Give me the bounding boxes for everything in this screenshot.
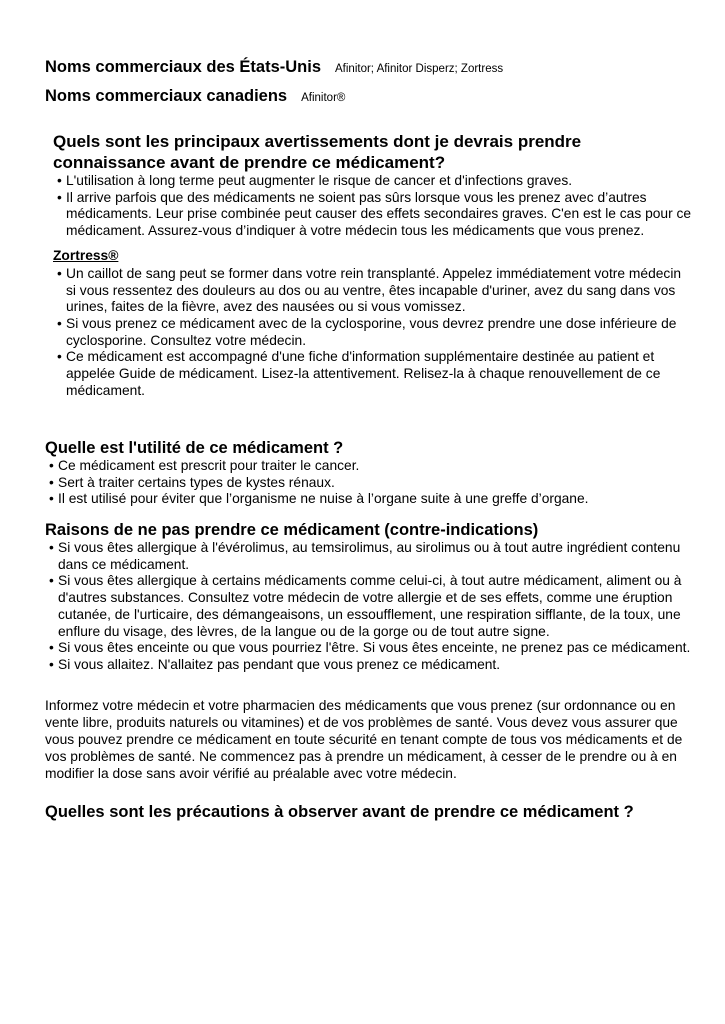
medication-info-paragraph-block [45,698,700,783]
warnings-list [53,173,693,240]
medication-info-paragraph: Informez votre médecin et votre pharmacien des médicaments que vous prenez (sur ordonnance ou en vente libre, produits naturels ou vitamines) et de vos problèmes de santé. Vous devez vous assurer que vous pouvez prendre ce médicament en toute sécurité en tenant compte de tous vos médicaments et de vos problèmes de santé. Ne commencez pas à prendre un médicament, à cesser de le prendre ou à en modifier la dose sans avoir vérifié au préalable avec votre médecin. [45,698,683,781]
list-item: • Si vous êtes enceinte ou que vous pourriez l'être. Si vous êtes enceinte, ne prenez pas ce médicament. [45,640,700,657]
warnings-heading: Quels sont les principaux avertissements dont je devrais prendre connaissance avant de prendre ce médicament? [53,132,582,172]
list-item: • Si vous êtes allergique à l'évérolimus, au temsirolimus, au sirolimus ou à tout autre ingrédient contenu dans ce médicament. [45,540,700,573]
contraindications-list [45,540,700,674]
list-item: • Ce médicament est accompagné d'une fiche d'information supplémentaire destinée au patient et appelée Guide de médicament. Lisez-la attentivement. Relisez-la à chaque renouvellement de ce médicament. [53,349,693,399]
list-item: • Si vous allaitez. N'allaitez pas pendant que vous prenez ce médicament. [45,657,700,674]
list-item: • Si vous prenez ce médicament avec de la cyclosporine, vous devrez prendre une dose inférieure de cyclosporine. Consultez votre médecin. [53,316,693,349]
contraindications-section [45,520,700,674]
list-item: • Il est utilisé pour éviter que l’organisme ne nuise à l’organe suite à une greffe d’organe. [45,491,700,508]
precautions-section [45,802,700,822]
zortress-subheading: Zortress® [53,247,119,263]
usage-list [45,458,700,508]
list-item: • Il arrive parfois que des médicaments ne soient pas sûrs lorsque vous les prenez avec d’autres médicaments. Leur prise combinée peut causer des effets secondaires graves. C'en est le cas pour ce médicament. Assurez-vous d’indiquer à votre médecin tous les médicaments que vous prenez. [53,190,693,240]
list-item: • Si vous êtes allergique à certains médicaments comme celui-ci, à tout autre médicament, aliment ou à d'autres substances. Consultez votre médecin de votre allergie et de ses effets, comme une éruption cutanée, de l'urticaire, des démangeaisons, un essoufflement, une respiration sifflante, de la toux, une enflure du visage, des lèvres, de la langue ou de la gorge ou de tout autre signe. [45,573,700,640]
ca-brand-label: Noms commerciaux canadiens [45,87,288,105]
list-item: • Un caillot de sang peut se former dans votre rein transplanté. Appelez immédiatement votre médecin si vous ressentez des douleurs au dos ou au ventre, êtes incapable d'uriner, avez du sang dans vos urines, faites de la fièvre, avez des nausées ou si vous vomissez. [53,266,693,316]
ca-brand-names [45,87,345,106]
usage-section [45,438,700,508]
contraindications-heading: Raisons de ne pas prendre ce médicament (contre-indications) [45,521,539,539]
usage-heading: Quelle est l'utilité de ce médicament ? [45,439,344,457]
list-item: • Ce médicament est prescrit pour traiter le cancer. [45,458,700,475]
zortress-list [53,266,693,400]
us-brand-value: Afinitor; Afinitor Disperz; Zortress [335,63,504,75]
us-brand-label: Noms commerciaux des États-Unis [45,58,322,76]
warnings-section [53,131,693,399]
precautions-heading: Quelles sont les précautions à observer avant de prendre ce médicament ? [45,803,634,821]
us-brand-names [45,58,503,77]
ca-brand-value: Afinitor® [301,92,346,104]
list-item: • Sert à traiter certains types de kystes rénaux. [45,475,700,492]
list-item: • L'utilisation à long terme peut augmenter le risque de cancer et d'infections graves. [53,173,693,190]
